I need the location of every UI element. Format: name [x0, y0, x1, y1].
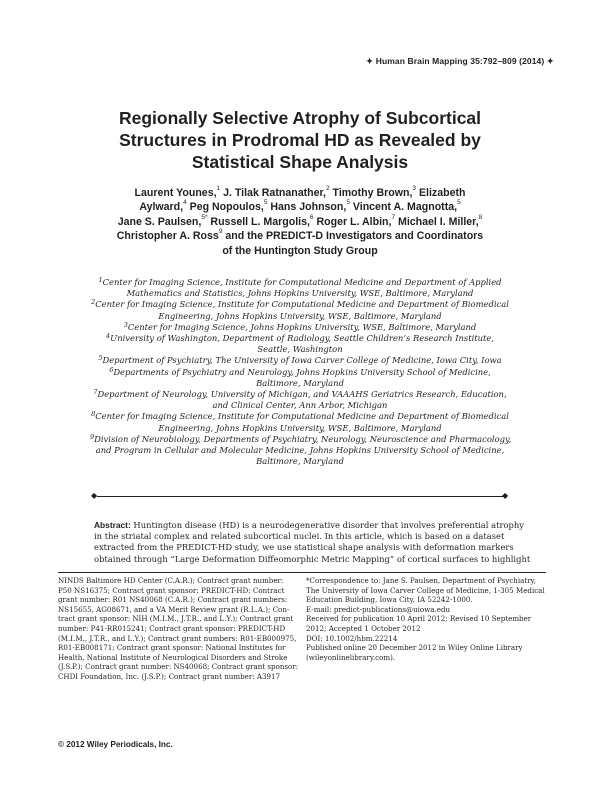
- author-sup: 4: [183, 199, 187, 207]
- footnote-line: DOI: 10.1002/hbm.22214: [306, 633, 398, 643]
- footnote-line: (M.I.M., J.T.R., and L.Y.); Contract grant numbers: R01-EB000975,: [58, 633, 297, 643]
- author-name: J. Tilak Ratnanather,: [220, 187, 326, 199]
- running-head: [366, 56, 554, 67]
- author-name: Michael I. Miller,: [395, 215, 479, 228]
- journal-citation: Human Brain Mapping 35:792–809 (2014): [375, 56, 545, 66]
- author-name: Russell L. Margolis,: [207, 215, 310, 228]
- author-name: Timothy Brown,: [329, 187, 413, 199]
- affiliation-text: Center for Imaging Science, Institute for Computational Medicine and Department of Biomedical: [95, 299, 509, 310]
- affiliation-line: and Program in Cellular and Molecular Medicine, Johns Hopkins University School of Medicine,: [95, 445, 505, 456]
- affiliation-text: Department of Psychiatry, The University of Iowa Carver College of Medicine, Iowa City, Iowa: [102, 355, 502, 366]
- affiliation-text: Center for Imaging Science, Institute for Computational Medicine and Department of Applied: [102, 277, 502, 287]
- footnote-line: Health, National Institute of Neurological Disorders and Stroke: [58, 652, 288, 662]
- affiliation-text: Division of Neurobiology, Departments of Psychiatry, Neurology, Neuroscience and Pharmacology,: [94, 433, 512, 444]
- author-sup: 5: [457, 199, 461, 207]
- funding-footnote: [58, 576, 299, 682]
- footnote-line: CHDI Foundation, Inc. (J.S.P.); Contract grant number: A3917: [58, 671, 281, 681]
- abstract: [94, 520, 531, 565]
- author-name: Aylward,: [139, 201, 184, 214]
- affiliation-line: [90, 277, 510, 288]
- affiliation-line: Seattle, Washington: [257, 344, 343, 355]
- affiliation-text: Departments of Psychiatry and Neurology, Johns Hopkins University School of Medicine,: [113, 366, 491, 377]
- footnote-divider: [58, 572, 546, 573]
- correspondence-footnote: [306, 576, 546, 662]
- affiliation-text: Center for Imaging Science, Johns Hopkins University, WSE, Baltimore, Maryland: [127, 321, 477, 332]
- affiliation-line: [90, 434, 510, 445]
- affiliations: [90, 277, 510, 467]
- footnote-line: P50 NS16375; Contract grant sponsor: PREDICT-HD; Contract: [58, 585, 285, 595]
- affiliation-line: [90, 411, 510, 422]
- author-name: Laurent Younes,: [134, 187, 217, 199]
- affiliation-text: Center for Imaging Science, Institute for Computational Medicine and Department of Biomedical: [95, 411, 509, 422]
- copyright-notice: © 2012 Wiley Periodicals, Inc.: [58, 740, 173, 749]
- affiliation-sup: 7: [93, 388, 98, 397]
- affiliation-line: Engineering, Johns Hopkins University, WSE, Baltimore, Maryland: [158, 422, 442, 433]
- author-name: Jane S. Paulsen,: [117, 215, 202, 228]
- affiliation-line: Engineering, Johns Hopkins University, WSE, Baltimore, Maryland: [158, 310, 442, 321]
- footnote-line: (J.S.P.); Contract grant number: NS40068; Contract grant sponsor:: [58, 662, 299, 672]
- abstract-line: [94, 520, 524, 531]
- abstract-text: Huntington disease (HD) is a neurodegenerative disorder that involves preferential atrophy: [130, 520, 524, 530]
- footnote-line: R01-EB008171; Contract grant sponsor: National Institutes for: [58, 643, 286, 653]
- affiliation-line: Baltimore, Maryland: [256, 377, 344, 388]
- footnote-line: tract grant sponsor: NIH (M.I.M., J.T.R., and L.Y.); Contract grant: [58, 614, 294, 624]
- author-name: Christopher A. Ross: [116, 230, 219, 243]
- author-line: [60, 215, 540, 229]
- author-sup: 5*: [201, 213, 208, 221]
- affiliation-sup: 3: [123, 320, 128, 329]
- affiliation-sup: 1: [98, 276, 103, 284]
- footnote-line: (wileyonlinelibrary.com).: [306, 652, 396, 662]
- abstract-line: extracted from the PREDICT-HD study, we use statistical shape analysis with deformation markers: [94, 542, 514, 553]
- author-name: Peg Nopoulos,: [186, 201, 264, 214]
- section-divider: [97, 496, 503, 497]
- author-sup: 9: [218, 228, 223, 236]
- author-line: [60, 229, 540, 243]
- footnote-line: NINDS Baltimore HD Center (C.A.R.); Contract grant number:: [58, 576, 284, 585]
- title-line: Statistical Shape Analysis: [191, 152, 409, 172]
- author-sup: 1: [216, 185, 221, 192]
- abstract-label: Abstract:: [94, 520, 131, 530]
- author-sup: 8: [478, 213, 483, 221]
- author-sup: 5: [346, 199, 350, 207]
- affiliation-line: and Clinical Center, Ann Arbor, Michigan: [212, 400, 388, 411]
- affiliation-line: Mathematics and Statistics, Johns Hopkins University, WSE, Baltimore, Maryland: [126, 288, 474, 299]
- divider-diamond-right-icon: ◆: [502, 491, 509, 500]
- affiliation-sup: 2: [91, 298, 96, 307]
- author-sup: 7: [391, 213, 396, 221]
- author-sup: 6: [309, 213, 314, 221]
- author-sup: 2: [325, 185, 330, 192]
- abstract-line: obtained through “Large Deformation Diffeomorphic Metric Mapping” of cortical surfaces to highlight: [94, 553, 531, 564]
- footnote-line: E-mail: predict-publications@uiowa.edu: [306, 604, 451, 614]
- affiliation-text: Department of Neurology, University of Michigan, and VAAAHS Geriatrics Research, Education,: [97, 389, 507, 400]
- affiliation-line: [90, 299, 510, 310]
- footnote-line: NS15655, AG08671, and a VA Merit Review grant (R.L.A.); Con-: [58, 604, 290, 614]
- footnote-line: Published online 20 December 2012 in Wiley Online Library: [306, 643, 523, 653]
- running-head-symbol-right: ✦: [546, 56, 554, 66]
- affiliation-sup: 9: [90, 432, 95, 441]
- affiliation-line: [90, 322, 510, 333]
- affiliation-sup: 5: [98, 354, 103, 363]
- affiliation-line: [90, 389, 510, 400]
- footnote-line: number: P41-RR015241; Contract grant sponsor: PREDICT-HD: [58, 623, 286, 633]
- author-name: Vincent A. Magnotta,: [349, 201, 458, 214]
- author-name: Hans Johnson,: [267, 201, 347, 214]
- title-line: Regionally Selective Atrophy of Subcortical: [118, 108, 482, 128]
- divider-diamond-left-icon: ◆: [91, 491, 98, 500]
- author-sup: 3: [412, 185, 417, 192]
- author-name: Roger L. Albin,: [313, 215, 392, 228]
- footnote-line: 2012; Accepted 1 October 2012: [306, 623, 421, 633]
- author-line: [60, 186, 540, 200]
- affiliation-sup: 8: [91, 410, 96, 419]
- author-name: Elizabeth: [416, 187, 466, 199]
- author-line: of the Huntington Study Group: [222, 244, 378, 257]
- author-line: [60, 200, 540, 214]
- abstract-line: in the striatal complex and related subcortical nuclei. In this article, which is based on a dataset: [94, 531, 505, 542]
- affiliation-line: [90, 355, 510, 366]
- footnote-line: Education Building, Iowa City, IA 52242-1000.: [306, 595, 473, 605]
- author-sup: 5: [263, 199, 268, 207]
- running-head-symbol-left: ✦: [366, 56, 374, 66]
- author-group: and the PREDICT-D Investigators and Coordinators: [222, 230, 484, 243]
- affiliation-sup: 4: [106, 332, 111, 341]
- footnote-line: grant number: R01 NS40068 (C.A.R.); Contract grant numbers:: [58, 595, 288, 605]
- footnote-line: *Correspondence to: Jane S. Paulsen, Department of Psychiatry,: [306, 576, 536, 585]
- affiliation-line: Baltimore, Maryland: [256, 456, 344, 467]
- affiliation-line: [90, 367, 510, 378]
- footnote-line: Received for publication 10 April 2012; Revised 10 September: [306, 614, 532, 624]
- footnote-line: The University of Iowa Carver College of Medicine, 1-305 Medical: [306, 585, 545, 595]
- author-list: [60, 186, 540, 258]
- affiliation-sup: 6: [109, 365, 114, 374]
- article-title: [60, 107, 540, 173]
- affiliation-line: [90, 333, 510, 344]
- affiliation-text: University of Washington, Department of Radiology, Seattle Children’s Research Institute,: [110, 333, 494, 344]
- title-line: Structures in Prodromal HD as Revealed by: [119, 130, 481, 150]
